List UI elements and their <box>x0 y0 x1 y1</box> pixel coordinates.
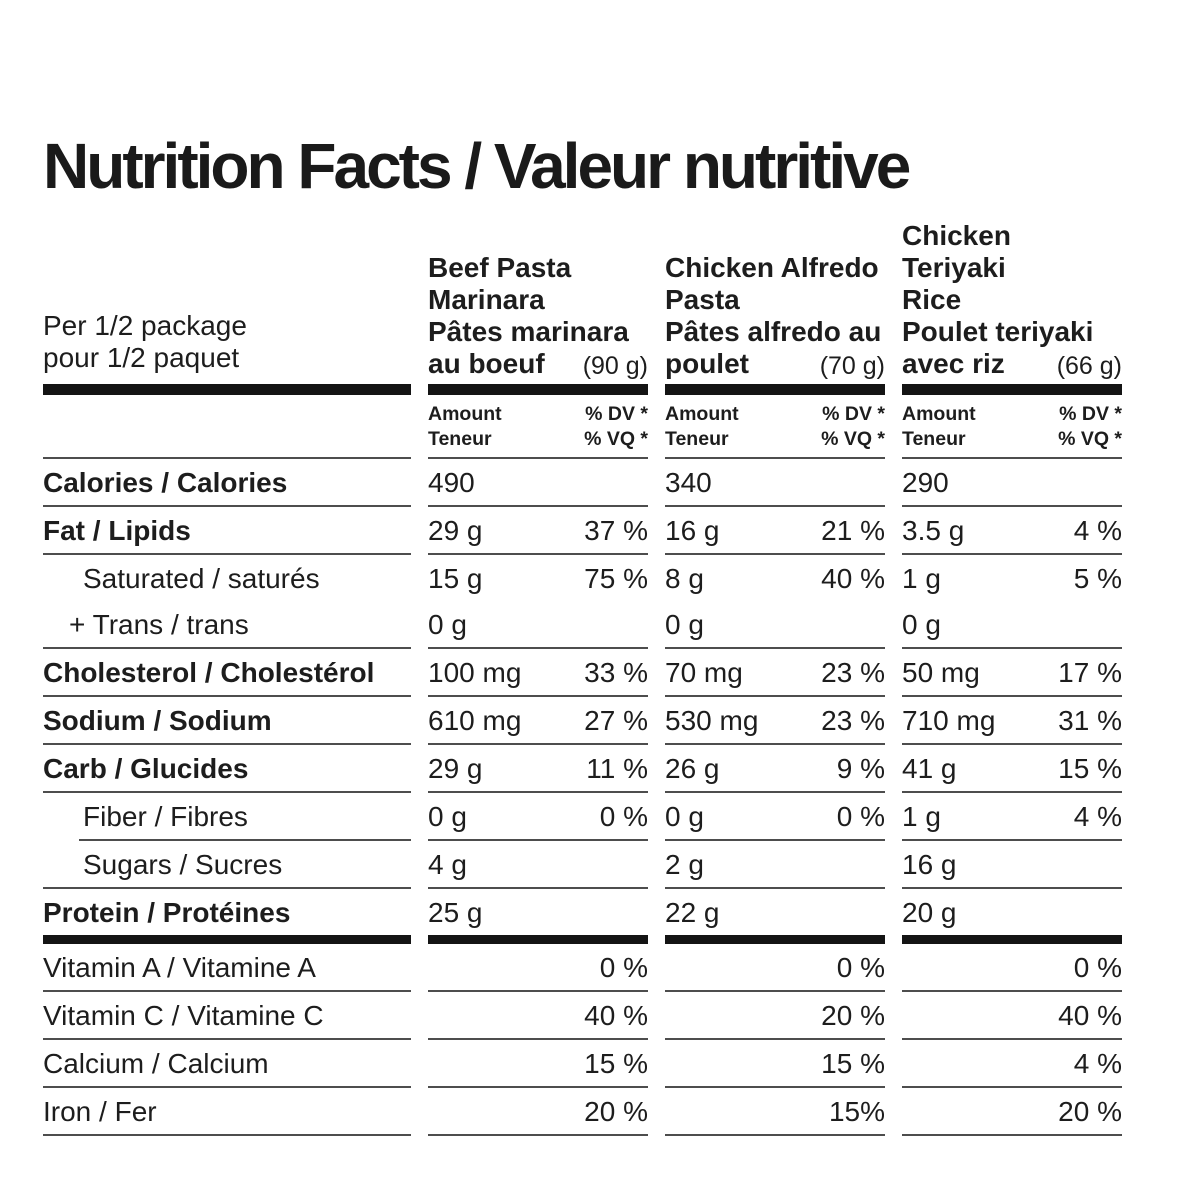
daily-value-percent: 40 % <box>1058 1000 1122 1031</box>
product-name-line: Chicken Teriyaki <box>902 220 1011 283</box>
row-value-cell <box>665 841 885 889</box>
daily-value-percent: 9 % <box>836 753 885 784</box>
row-value-cell <box>665 555 885 601</box>
daily-value-percent: 15% <box>828 1096 885 1127</box>
row-value-cell <box>428 507 648 555</box>
row-label: Calories / Calories <box>43 459 411 507</box>
dv-header-label: % DV * % VQ * <box>821 403 885 450</box>
daily-value-percent: 0 % <box>836 952 885 983</box>
row-value-cell <box>428 745 648 793</box>
product-name-line: Rice <box>902 284 962 315</box>
amount-header-spacer <box>43 395 411 459</box>
product-header-beef-pasta-marinara <box>428 220 648 384</box>
daily-value-percent: 4 % <box>1073 801 1122 832</box>
product-weight: (70 g) <box>819 352 885 380</box>
daily-value-percent: 21 % <box>821 515 885 546</box>
amount-header-label: Amount Teneur <box>665 403 739 450</box>
row-value-cell <box>428 944 648 992</box>
serving-line-en: Per 1/2 package <box>43 310 247 341</box>
product-name-line: au boeuf <box>428 348 545 379</box>
table-row <box>43 555 1122 601</box>
row-value-cell <box>902 697 1122 745</box>
row-value-cell <box>428 889 648 944</box>
row-value-cell <box>665 697 885 745</box>
daily-value-percent: 15 % <box>821 1048 885 1079</box>
daily-value-percent: 40 % <box>821 563 885 594</box>
daily-value-percent: 0 % <box>599 952 648 983</box>
table-row <box>43 745 1122 793</box>
amount-value: 70 mg <box>665 657 743 688</box>
serving-line-fr: pour 1/2 paquet <box>43 342 240 373</box>
row-value-cell <box>665 944 885 992</box>
daily-value-percent: 20 % <box>821 1000 885 1031</box>
daily-value-percent: 0 % <box>599 801 648 832</box>
table-body <box>43 459 1122 1136</box>
amount-value: 710 mg <box>902 705 996 736</box>
table-row <box>43 793 1122 841</box>
row-value-cell <box>428 649 648 697</box>
daily-value-percent: 31 % <box>1058 705 1122 736</box>
table-row <box>43 1088 1122 1136</box>
amount-value: 0 g <box>428 801 467 832</box>
product-name-line: Marinara <box>428 284 545 315</box>
table-row <box>43 697 1122 745</box>
dv-header-label: % DV * % VQ * <box>1058 403 1122 450</box>
product-name-line: Chicken Alfredo <box>665 252 879 283</box>
row-value-cell <box>902 793 1122 841</box>
row-value-cell <box>902 555 1122 601</box>
row-value-cell <box>665 1040 885 1088</box>
daily-value-percent: 15 % <box>1058 753 1122 784</box>
table-header-row <box>43 220 1122 384</box>
product-name-line: poulet <box>665 348 749 379</box>
amount-value: 0 g <box>428 609 467 640</box>
amount-value: 50 mg <box>902 657 980 688</box>
row-label: + Trans / trans <box>43 601 411 649</box>
product-name-line: avec riz <box>902 348 1005 379</box>
row-value-cell <box>665 507 885 555</box>
daily-value-percent: 75 % <box>584 563 648 594</box>
row-value-cell <box>428 841 648 889</box>
row-label: Protein / Protéines <box>43 889 411 944</box>
amount-header-row <box>43 395 1122 459</box>
amount-value: 29 g <box>428 753 483 784</box>
thick-rule <box>902 384 1122 395</box>
amount-value: 0 g <box>665 801 704 832</box>
product-name-line: Pasta <box>665 284 740 315</box>
daily-value-percent: 27 % <box>584 705 648 736</box>
amount-value: 4 g <box>428 849 467 880</box>
amount-value: 100 mg <box>428 657 522 688</box>
dv-header-label: % DV * % VQ * <box>584 403 648 450</box>
amount-header-col1 <box>428 395 648 459</box>
thick-rule <box>665 384 885 395</box>
amount-value: 610 mg <box>428 705 522 736</box>
amount-value: 26 g <box>665 753 720 784</box>
product-name-line: Poulet teriyaki <box>902 316 1094 347</box>
serving-size <box>43 220 411 384</box>
row-label: Sugars / Sucres <box>43 841 411 889</box>
daily-value-percent: 4 % <box>1073 1048 1122 1079</box>
amount-header-label: Amount Teneur <box>428 403 502 450</box>
row-value-cell <box>428 601 648 649</box>
row-value-cell <box>902 459 1122 507</box>
daily-value-percent: 17 % <box>1058 657 1122 688</box>
row-label: Iron / Fer <box>43 1088 411 1136</box>
amount-value: 16 g <box>665 515 720 546</box>
table-row <box>43 992 1122 1040</box>
row-label: Vitamin C / Vitamine C <box>43 992 411 1040</box>
table-row <box>43 601 1122 649</box>
row-value-cell <box>902 601 1122 649</box>
row-value-cell <box>902 1040 1122 1088</box>
row-value-cell <box>665 745 885 793</box>
daily-value-percent: 0 % <box>1073 952 1122 983</box>
product-weight: (66 g) <box>1056 352 1122 380</box>
amount-value: 2 g <box>665 849 704 880</box>
amount-value: 1 g <box>902 563 941 594</box>
table-row <box>43 1040 1122 1088</box>
row-label: Saturated / saturés <box>83 563 320 594</box>
daily-value-percent: 4 % <box>1073 515 1122 546</box>
row-value-cell <box>665 459 885 507</box>
row-label: Carb / Glucides <box>43 745 411 793</box>
row-value-cell <box>665 992 885 1040</box>
row-value-cell <box>428 992 648 1040</box>
daily-value-percent: 11 % <box>586 753 648 784</box>
daily-value-percent: 20 % <box>1058 1096 1122 1127</box>
thick-rule <box>43 384 411 395</box>
row-value-cell <box>428 697 648 745</box>
daily-value-percent: 40 % <box>584 1000 648 1031</box>
amount-value: 25 g <box>428 897 483 928</box>
row-value-cell <box>902 507 1122 555</box>
row-label: Calcium / Calcium <box>43 1040 411 1088</box>
amount-value: 22 g <box>665 897 720 928</box>
row-value-cell <box>665 601 885 649</box>
amount-value: 29 g <box>428 515 483 546</box>
amount-value: 530 mg <box>665 705 759 736</box>
product-header-chicken-teriyaki-rice <box>902 220 1122 384</box>
row-label: Fiber / Fibres <box>43 793 411 841</box>
daily-value-percent: 5 % <box>1073 563 1122 594</box>
table-row <box>43 459 1122 507</box>
product-name-line: Pâtes marinara <box>428 316 629 347</box>
product-name-line: Pâtes alfredo au <box>665 316 882 347</box>
row-value-cell <box>665 889 885 944</box>
row-value-cell <box>902 992 1122 1040</box>
row-label: Vitamin A / Vitamine A <box>43 944 411 992</box>
amount-value: 1 g <box>902 801 941 832</box>
product-header-chicken-alfredo-pasta <box>665 220 885 384</box>
amount-header-col3 <box>902 395 1122 459</box>
amount-value: 41 g <box>902 753 957 784</box>
daily-value-percent: 33 % <box>584 657 648 688</box>
amount-value: 3.5 g <box>902 515 965 546</box>
amount-value: 15 g <box>428 563 483 594</box>
row-value-cell <box>665 1088 885 1136</box>
nutrition-table <box>43 220 1122 1136</box>
daily-value-percent: 23 % <box>821 657 885 688</box>
row-value-cell <box>665 793 885 841</box>
row-label: Fat / Lipids <box>43 507 411 555</box>
daily-value-percent: 15 % <box>584 1048 648 1079</box>
amount-value: 8 g <box>665 563 704 594</box>
table-row <box>43 649 1122 697</box>
product-name-line: Beef Pasta <box>428 252 572 283</box>
table-row <box>43 944 1122 992</box>
table-row <box>43 841 1122 889</box>
page-title: Nutrition Facts / Valeur nutritive <box>43 130 909 202</box>
header-divider-row <box>43 384 1122 395</box>
row-value-cell <box>428 1088 648 1136</box>
row-value-cell <box>428 793 648 841</box>
daily-value-percent: 0 % <box>836 801 885 832</box>
row-value-cell <box>428 555 648 601</box>
row-value-cell <box>902 649 1122 697</box>
amount-value: 20 g <box>902 897 957 928</box>
table-row <box>43 889 1122 944</box>
thick-rule <box>428 384 648 395</box>
amount-value: 340 <box>665 467 712 498</box>
row-value-cell <box>428 459 648 507</box>
amount-value: 490 <box>428 467 475 498</box>
daily-value-percent: 20 % <box>584 1096 648 1127</box>
product-weight: (90 g) <box>582 352 648 380</box>
daily-value-percent: 23 % <box>821 705 885 736</box>
amount-header-col2 <box>665 395 885 459</box>
row-value-cell <box>902 1088 1122 1136</box>
amount-value: 16 g <box>902 849 957 880</box>
row-label: Sodium / Sodium <box>43 697 411 745</box>
row-value-cell <box>428 1040 648 1088</box>
row-value-cell <box>902 745 1122 793</box>
row-value-cell <box>902 841 1122 889</box>
daily-value-percent: 37 % <box>584 515 648 546</box>
row-value-cell <box>902 944 1122 992</box>
row-value-cell <box>665 649 885 697</box>
row-label: Cholesterol / Cholestérol <box>43 649 411 697</box>
amount-header-label: Amount Teneur <box>902 403 976 450</box>
table-row <box>43 507 1122 555</box>
row-value-cell <box>902 889 1122 944</box>
amount-value: 290 <box>902 467 949 498</box>
amount-value: 0 g <box>902 609 941 640</box>
amount-value: 0 g <box>665 609 704 640</box>
